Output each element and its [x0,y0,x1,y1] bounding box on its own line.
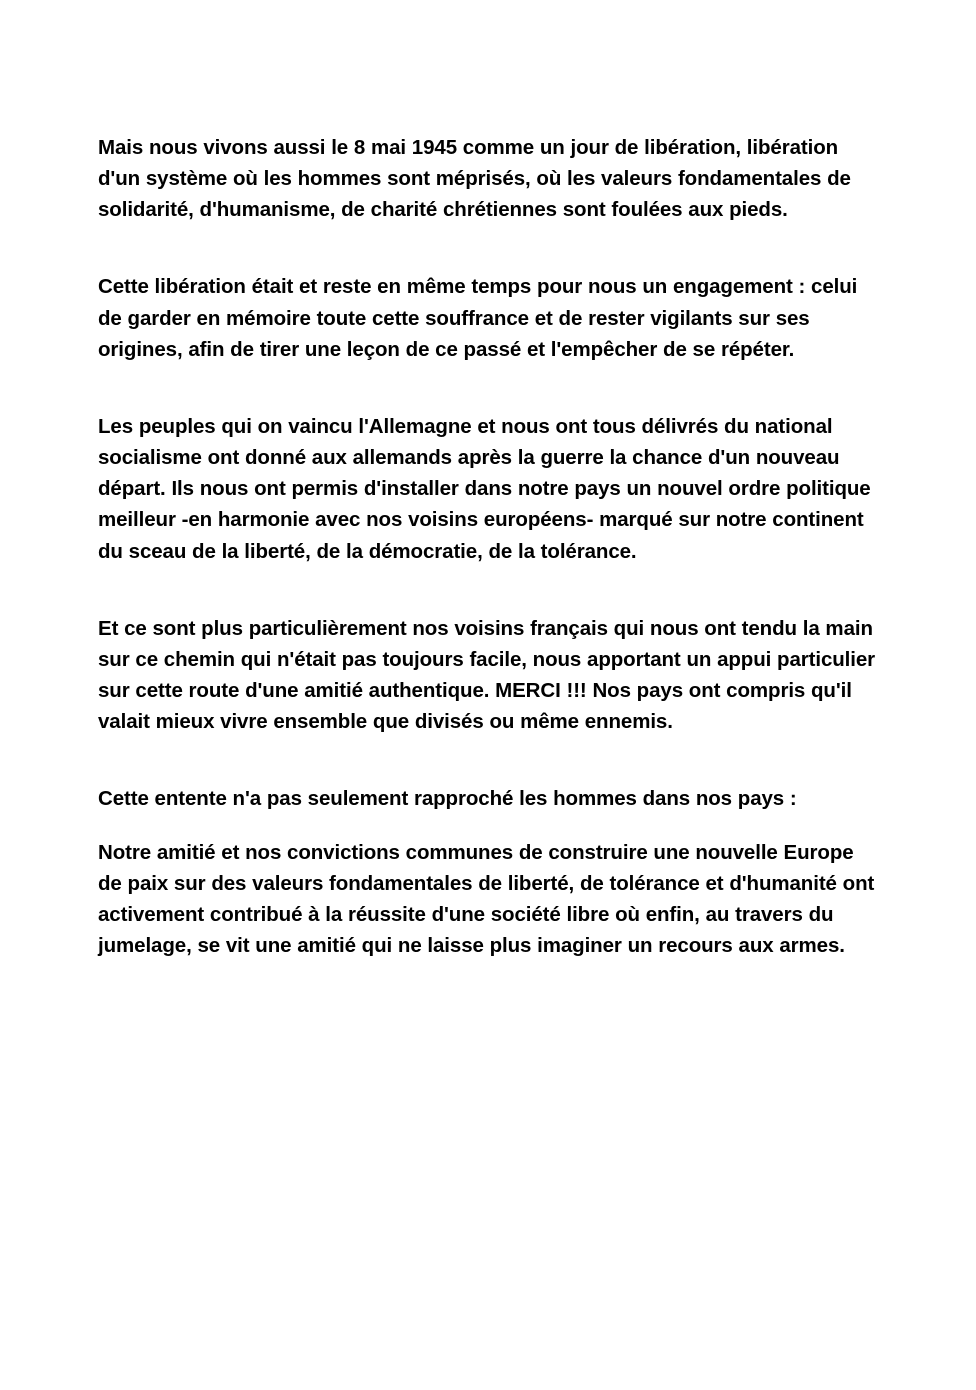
document-body [98,132,882,961]
paragraph-amitie: Notre amitié et nos convictions communes de construire une nouvelle Europe de paix sur des valeurs fondamentales de liberté, de tolérance et d'humanité ont activement contribué à la réussite d'une société libre où enfin, au travers du jumelage, se vit une amitié qui ne laisse plus imaginer un recours aux armes. [98,840,875,957]
paragraph-peuples: Les peuples qui on vaincu l'Allemagne et nous ont tous délivrés du national socialisme ont donné aux allemands après la guerre la chance d'un nouveau départ. Ils nous ont permis d'installer dans notre pays un nouvel ordre politique meilleur -en harmonie avec nos voisins européens- marqué sur notre continent du sceau de la liberté, de la démocratie, de la tolérance. [98,414,871,563]
paragraph-voisins-francais: Et ce sont plus particulièrement nos voisins français qui nous ont tendu la main sur ce chemin qui n'était pas toujours facile, nous apportant un appui particulier sur cette route d'une amitié authentique. MERCI !!! Nos pays ont compris qu'il valait mieux vivre ensemble que divisés ou même ennemis. [98,616,876,734]
paragraph-liberation: Mais nous vivons aussi le 8 mai 1945 comme un jour de libération, libération d'un système où les hommes sont méprisés, où les valeurs fondamentales de solidarité, d'humanisme, de charité chrétiennes sont foulées aux pieds. [98,136,851,222]
paragraph-engagement: Cette libération était et reste en même temps pour nous un engagement : celui de garder en mémoire toute cette souffrance et de rester vigilants sur ses origines, afin de tirer une leçon de ce passé et l'empêcher de se répéter. [98,275,858,361]
paragraph-entente: Cette entente n'a pas seulement rapproché les hommes dans nos pays : [98,787,797,811]
